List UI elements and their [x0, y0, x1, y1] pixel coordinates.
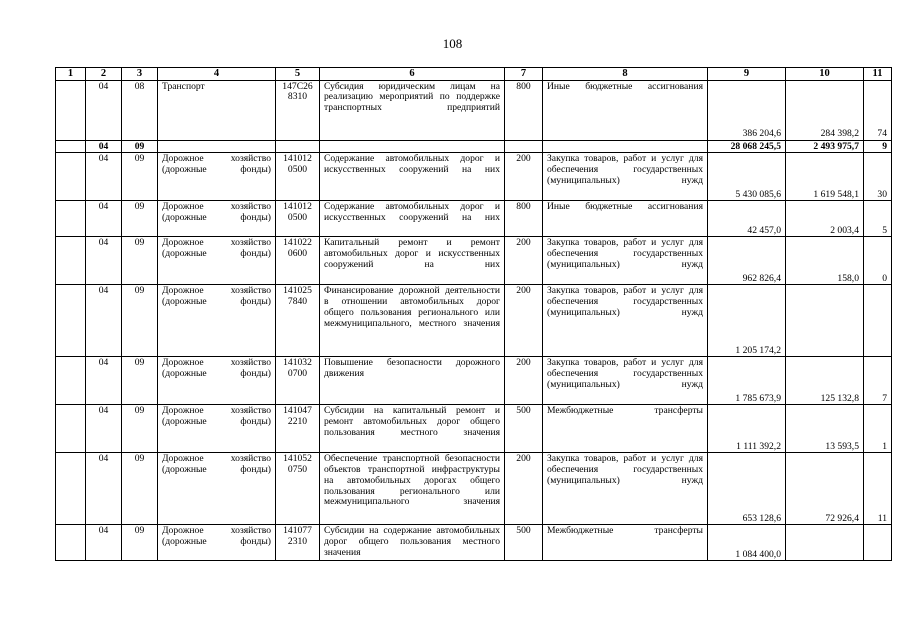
subsection-name-cell: Дорожное хозяйство (дорожные фонды) — [158, 357, 276, 405]
subsection-name-cell — [158, 140, 276, 153]
amount-plan-cell: 5 430 085,6 — [708, 153, 786, 201]
table-header-row — [56, 68, 892, 81]
col-1-cell — [56, 237, 86, 285]
col-1-cell — [56, 405, 86, 453]
expense-description-cell: Содержание автомобильных дорог и искусственных сооружений на них — [320, 153, 505, 201]
amount-actual-cell: 13 593,5 — [786, 405, 864, 453]
col-1-cell — [56, 140, 86, 153]
subsection-code-cell: 09 — [122, 140, 158, 153]
header-cell: 6 — [320, 68, 505, 81]
section-code-cell: 04 — [86, 285, 122, 357]
expense-type-code-cell: 200 — [505, 357, 543, 405]
table-row — [56, 237, 892, 285]
table-row — [56, 357, 892, 405]
amount-plan-cell: 386 204,6 — [708, 80, 786, 140]
expense-type-name-cell: Межбюджетные трансферты — [543, 405, 708, 453]
header-cell: 8 — [543, 68, 708, 81]
subsection-code-cell: 09 — [122, 405, 158, 453]
subsection-name-cell: Дорожное хозяйство (дорожные фонды) — [158, 285, 276, 357]
col-1-cell — [56, 153, 86, 201]
expense-type-code-cell: 800 — [505, 201, 543, 237]
percent-cell: 11 — [864, 453, 892, 525]
col-1-cell — [56, 453, 86, 525]
target-article-cell: 141077 2310 — [276, 525, 320, 561]
header-cell: 10 — [786, 68, 864, 81]
amount-plan-cell: 1 084 400,0 — [708, 525, 786, 561]
target-article-cell — [276, 140, 320, 153]
expense-type-name-cell: Закупка товаров, работ и услуг для обеспечения государственных (муниципальных) нужд — [543, 453, 708, 525]
header-cell: 3 — [122, 68, 158, 81]
target-article-cell: 147С26 8310 — [276, 80, 320, 140]
subsection-code-cell: 09 — [122, 201, 158, 237]
amount-actual-cell: 284 398,2 — [786, 80, 864, 140]
percent-cell: 74 — [864, 80, 892, 140]
expense-type-code-cell: 200 — [505, 285, 543, 357]
percent-cell: 7 — [864, 357, 892, 405]
expense-type-name-cell — [543, 140, 708, 153]
expense-description-cell: Субсидии на содержание автомобильных дорог общего пользования местного значения — [320, 525, 505, 561]
header-cell: 4 — [158, 68, 276, 81]
expense-description-cell: Обеспечение транспортной безопасности объектов транспортной инфраструктуры на автомобильных дорогах общего пользования регионального или межмуниципального значения — [320, 453, 505, 525]
section-code-cell: 04 — [86, 201, 122, 237]
percent-cell: 9 — [864, 140, 892, 153]
expense-type-code-cell — [505, 140, 543, 153]
amount-plan-cell: 1 785 673,9 — [708, 357, 786, 405]
subsection-code-cell: 09 — [122, 525, 158, 561]
expense-type-name-cell: Межбюджетные трансферты — [543, 525, 708, 561]
section-code-cell: 04 — [86, 453, 122, 525]
percent-cell — [864, 525, 892, 561]
amount-plan-cell: 962 826,4 — [708, 237, 786, 285]
table-row — [56, 153, 892, 201]
table-row — [56, 201, 892, 237]
section-code-cell: 04 — [86, 140, 122, 153]
target-article-cell: 141022 0600 — [276, 237, 320, 285]
expense-description-cell: Капитальный ремонт и ремонт автомобильных дорог и искусственных сооружений на них — [320, 237, 505, 285]
amount-actual-cell: 2 003,4 — [786, 201, 864, 237]
section-code-cell: 04 — [86, 405, 122, 453]
expense-type-code-cell: 200 — [505, 153, 543, 201]
section-code-cell: 04 — [86, 237, 122, 285]
amount-actual-cell: 158,0 — [786, 237, 864, 285]
subsection-name-cell: Дорожное хозяйство (дорожные фонды) — [158, 453, 276, 525]
expense-type-name-cell: Закупка товаров, работ и услуг для обеспечения государственных (муниципальных) нужд — [543, 153, 708, 201]
expense-type-code-cell: 800 — [505, 80, 543, 140]
header-cell: 7 — [505, 68, 543, 81]
percent-cell: 1 — [864, 405, 892, 453]
subsection-name-cell: Дорожное хозяйство (дорожные фонды) — [158, 525, 276, 561]
header-cell: 9 — [708, 68, 786, 81]
col-1-cell — [56, 201, 86, 237]
expense-description-cell: Субсидия юридическим лицам на реализацию мероприятий по поддержке транспортных предприятий — [320, 80, 505, 140]
header-cell: 1 — [56, 68, 86, 81]
table-row — [56, 80, 892, 140]
expense-type-name-cell: Закупка товаров, работ и услуг для обеспечения государственных (муниципальных) нужд — [543, 285, 708, 357]
expense-description-cell: Содержание автомобильных дорог и искусственных сооружений на них — [320, 201, 505, 237]
expense-description-cell — [320, 140, 505, 153]
amount-actual-cell — [786, 285, 864, 357]
expense-description-cell: Субсидии на капитальный ремонт и ремонт автомобильных дорог общего пользования местного значения — [320, 405, 505, 453]
amount-actual-cell: 125 132,8 — [786, 357, 864, 405]
expense-type-name-cell: Иные бюджетные ассигнования — [543, 80, 708, 140]
target-article-cell: 141025 7840 — [276, 285, 320, 357]
target-article-cell: 141012 0500 — [276, 201, 320, 237]
amount-plan-cell: 28 068 245,5 — [708, 140, 786, 153]
subsection-name-cell: Дорожное хозяйство (дорожные фонды) — [158, 153, 276, 201]
expense-type-code-cell: 200 — [505, 453, 543, 525]
section-code-cell: 04 — [86, 153, 122, 201]
amount-plan-cell: 42 457,0 — [708, 201, 786, 237]
expense-description-cell: Повышение безопасности дорожного движения — [320, 357, 505, 405]
amount-plan-cell: 653 128,6 — [708, 453, 786, 525]
expense-type-code-cell: 500 — [505, 525, 543, 561]
target-article-cell: 141032 0700 — [276, 357, 320, 405]
header-cell: 2 — [86, 68, 122, 81]
amount-plan-cell: 1 111 392,2 — [708, 405, 786, 453]
budget-table — [55, 67, 892, 561]
amount-plan-cell: 1 205 174,2 — [708, 285, 786, 357]
subsection-code-cell: 08 — [122, 80, 158, 140]
amount-actual-cell: 72 926,4 — [786, 453, 864, 525]
header-cell: 5 — [276, 68, 320, 81]
col-1-cell — [56, 525, 86, 561]
target-article-cell: 141047 2210 — [276, 405, 320, 453]
subsection-name-cell: Дорожное хозяйство (дорожные фонды) — [158, 237, 276, 285]
subsection-code-cell: 09 — [122, 153, 158, 201]
expense-type-code-cell: 200 — [505, 237, 543, 285]
subsection-code-cell: 09 — [122, 357, 158, 405]
subsection-code-cell: 09 — [122, 237, 158, 285]
subsection-name-cell: Дорожное хозяйство (дорожные фонды) — [158, 405, 276, 453]
subsection-code-cell: 09 — [122, 285, 158, 357]
page-number: 108 — [442, 36, 463, 51]
percent-cell: 0 — [864, 237, 892, 285]
expense-type-name-cell: Закупка товаров, работ и услуг для обеспечения государственных (муниципальных) нужд — [543, 357, 708, 405]
amount-actual-cell: 1 619 548,1 — [786, 153, 864, 201]
expense-type-name-cell: Иные бюджетные ассигнования — [543, 201, 708, 237]
expense-description-cell: Финансирование дорожной деятельности в отношении автомобильных дорог общего пользования регионального или межмуниципального, местного значения — [320, 285, 505, 357]
subsection-name-cell: Дорожное хозяйство (дорожные фонды) — [158, 201, 276, 237]
col-1-cell — [56, 80, 86, 140]
subsection-code-cell: 09 — [122, 453, 158, 525]
target-article-cell: 141052 0750 — [276, 453, 320, 525]
percent-cell: 5 — [864, 201, 892, 237]
amount-actual-cell — [786, 525, 864, 561]
table-row — [56, 525, 892, 561]
target-article-cell: 141012 0500 — [276, 153, 320, 201]
table-row — [56, 453, 892, 525]
col-1-cell — [56, 357, 86, 405]
table-row — [56, 405, 892, 453]
section-code-cell: 04 — [86, 525, 122, 561]
percent-cell: 30 — [864, 153, 892, 201]
amount-actual-cell: 2 493 975,7 — [786, 140, 864, 153]
expense-type-code-cell: 500 — [505, 405, 543, 453]
section-code-cell: 04 — [86, 80, 122, 140]
percent-cell — [864, 285, 892, 357]
subsection-name-cell: Транспорт — [158, 80, 276, 140]
header-cell: 11 — [864, 68, 892, 81]
table-row — [56, 285, 892, 357]
col-1-cell — [56, 285, 86, 357]
section-code-cell: 04 — [86, 357, 122, 405]
table-summary-row — [56, 140, 892, 153]
expense-type-name-cell: Закупка товаров, работ и услуг для обеспечения государственных (муниципальных) нужд — [543, 237, 708, 285]
